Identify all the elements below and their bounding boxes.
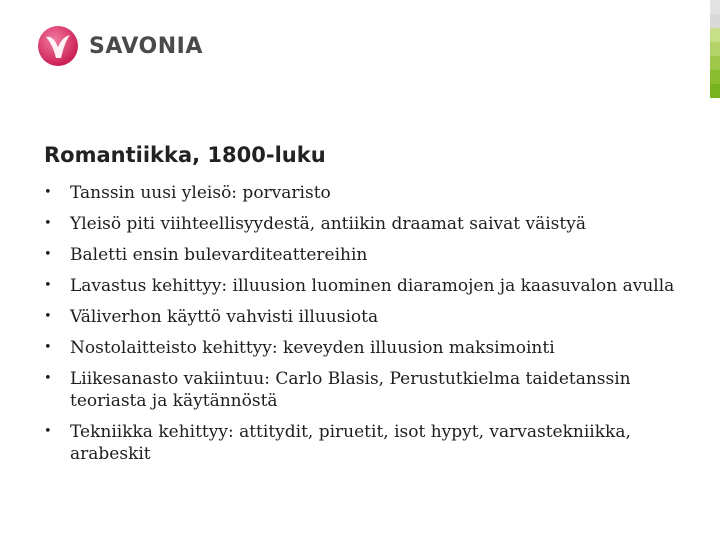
accent-stripe <box>710 42 720 56</box>
savonia-logo <box>37 24 203 68</box>
bullet-item: • Nostolaitteisto kehittyy: keveyden illuusion maksimointi <box>70 337 690 359</box>
bullet-item: • Liikesanasto vakiintuu: Carlo Blasis, Perustutkielma taidetanssin teoriasta ja käytännöstä <box>70 368 690 412</box>
slide-title: Romantiikka, 1800-luku <box>44 143 326 167</box>
accent-stripe <box>710 84 720 98</box>
accent-stripe <box>710 56 720 70</box>
accent-stripe <box>710 0 720 14</box>
accent-stripes <box>710 0 720 98</box>
logo-text: SAVONIA <box>89 33 203 59</box>
bullet-item: • Yleisö piti viihteellisyydestä, antiikin draamat saivat väistyä <box>70 213 690 235</box>
accent-stripe <box>710 28 720 42</box>
accent-stripe <box>710 14 720 28</box>
savonia-logo-icon <box>37 25 79 67</box>
bullet-item: • Baletti ensin bulevarditeattereihin <box>70 244 690 266</box>
bullet-item: • Lavastus kehittyy: illuusion luominen diaramojen ja kaasuvalon avulla <box>70 275 690 297</box>
bullet-item: • Tanssin uusi yleisö: porvaristo <box>70 182 690 204</box>
accent-stripe <box>710 70 720 84</box>
bullet-list <box>70 182 690 474</box>
bullet-item: • Väliverhon käyttö vahvisti illuusiota <box>70 306 690 328</box>
bullet-item: • Tekniikka kehittyy: attitydit, piruetit, isot hypyt, varvastekniikka, arabeskit <box>70 421 690 465</box>
